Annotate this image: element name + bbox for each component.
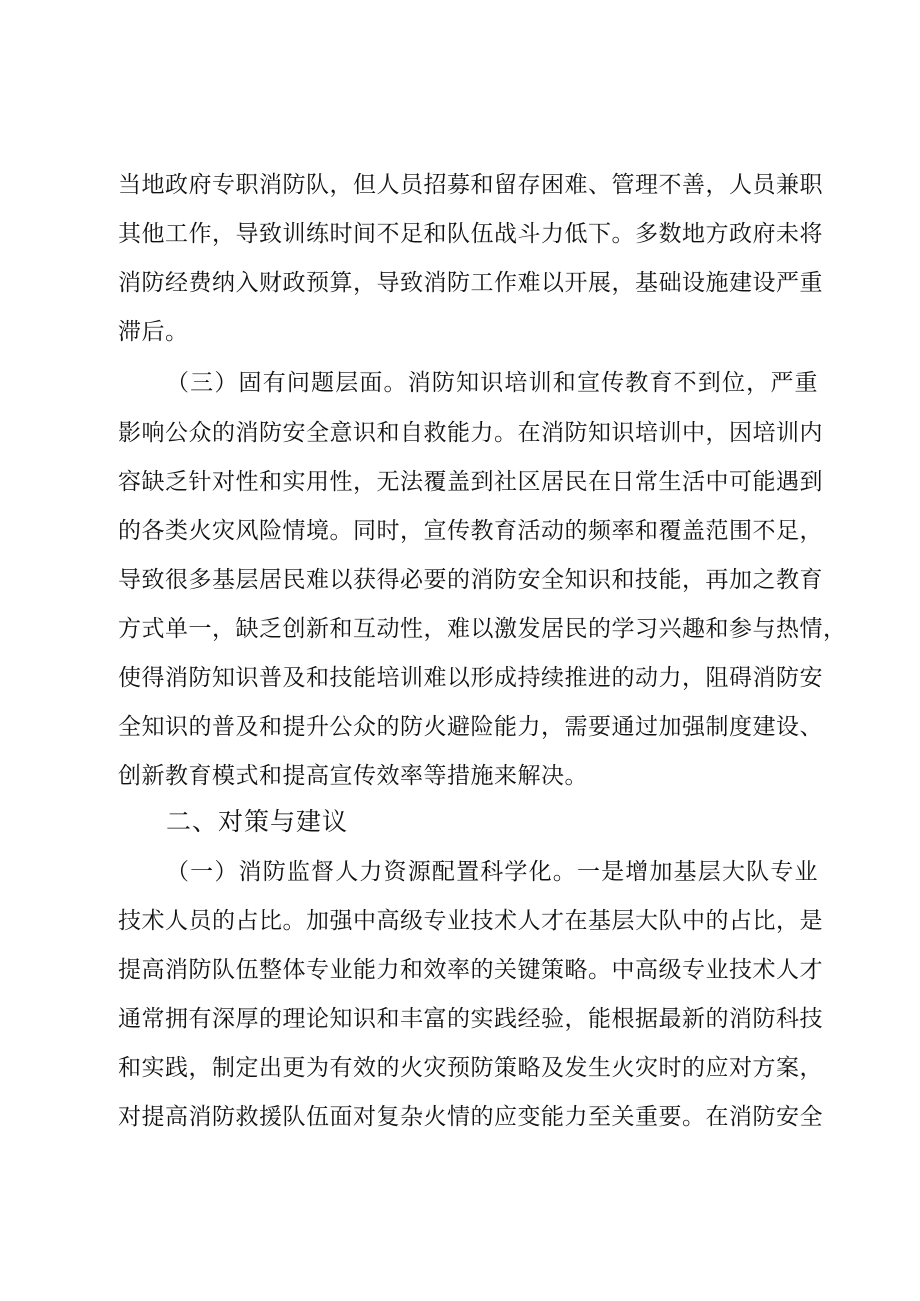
- paragraph-line: 容缺乏针对性和实用性，无法覆盖到社区居民在日常生活中可能遇到: [118, 469, 823, 495]
- paragraph-line: 滞后。: [118, 319, 189, 345]
- paragraph-line: 影响公众的消防安全意识和自救能力。在消防知识培训中，因培训内: [118, 420, 823, 446]
- paragraph-line: 创新教育模式和提高宣传效率等措施来解决。: [118, 763, 588, 789]
- paragraph-line: 的各类火灾风险情境。同时，宣传教育活动的频率和覆盖范围不足，: [118, 518, 823, 544]
- section-heading: 二、对策与建议: [166, 807, 349, 836]
- paragraph-line: 全知识的普及和提升公众的防火避险能力，需要通过加强制度建设、: [118, 714, 823, 740]
- paragraph-line: （三）固有问题层面。消防知识培训和宣传教育不到位，严重: [166, 370, 818, 396]
- paragraph-line: 方式单一，缺乏创新和互动性，难以激发居民的学习兴趣和参与热情，: [118, 616, 847, 642]
- paragraph-line: 通常拥有深厚的理论知识和丰富的实践经验，能根据最新的消防科技: [118, 1006, 823, 1032]
- paragraph-line: 其他工作，导致训练时间不足和队伍战斗力低下。多数地方政府未将: [118, 221, 823, 247]
- paragraph-line: 和实践，制定出更为有效的火灾预防策略及发生火灾时的应对方案，: [118, 1055, 823, 1081]
- paragraph-line: 使得消防知识普及和技能培训难以形成持续推进的动力，阻碍消防安: [118, 665, 823, 691]
- paragraph-line: 对提高消防救援队伍面对复杂火情的应变能力至关重要。在消防安全: [118, 1104, 823, 1130]
- paragraph-line: 消防经费纳入财政预算，导致消防工作难以开展，基础设施建设严重: [118, 270, 823, 296]
- paragraph-line: 当地政府专职消防队，但人员招募和留存困难、管理不善，人员兼职: [118, 172, 823, 198]
- paragraph-line: 导致很多基层居民难以获得必要的消防安全知识和技能，再加之教育: [118, 567, 823, 593]
- paragraph-line: 提高消防队伍整体专业能力和效率的关键策略。中高级专业技术人才: [118, 957, 823, 983]
- paragraph-line: 技术人员的占比。加强中高级专业技术人才在基层大队中的占比，是: [118, 908, 823, 934]
- paragraph-line: （一）消防监督人力资源配置科学化。一是增加基层大队专业: [166, 859, 818, 885]
